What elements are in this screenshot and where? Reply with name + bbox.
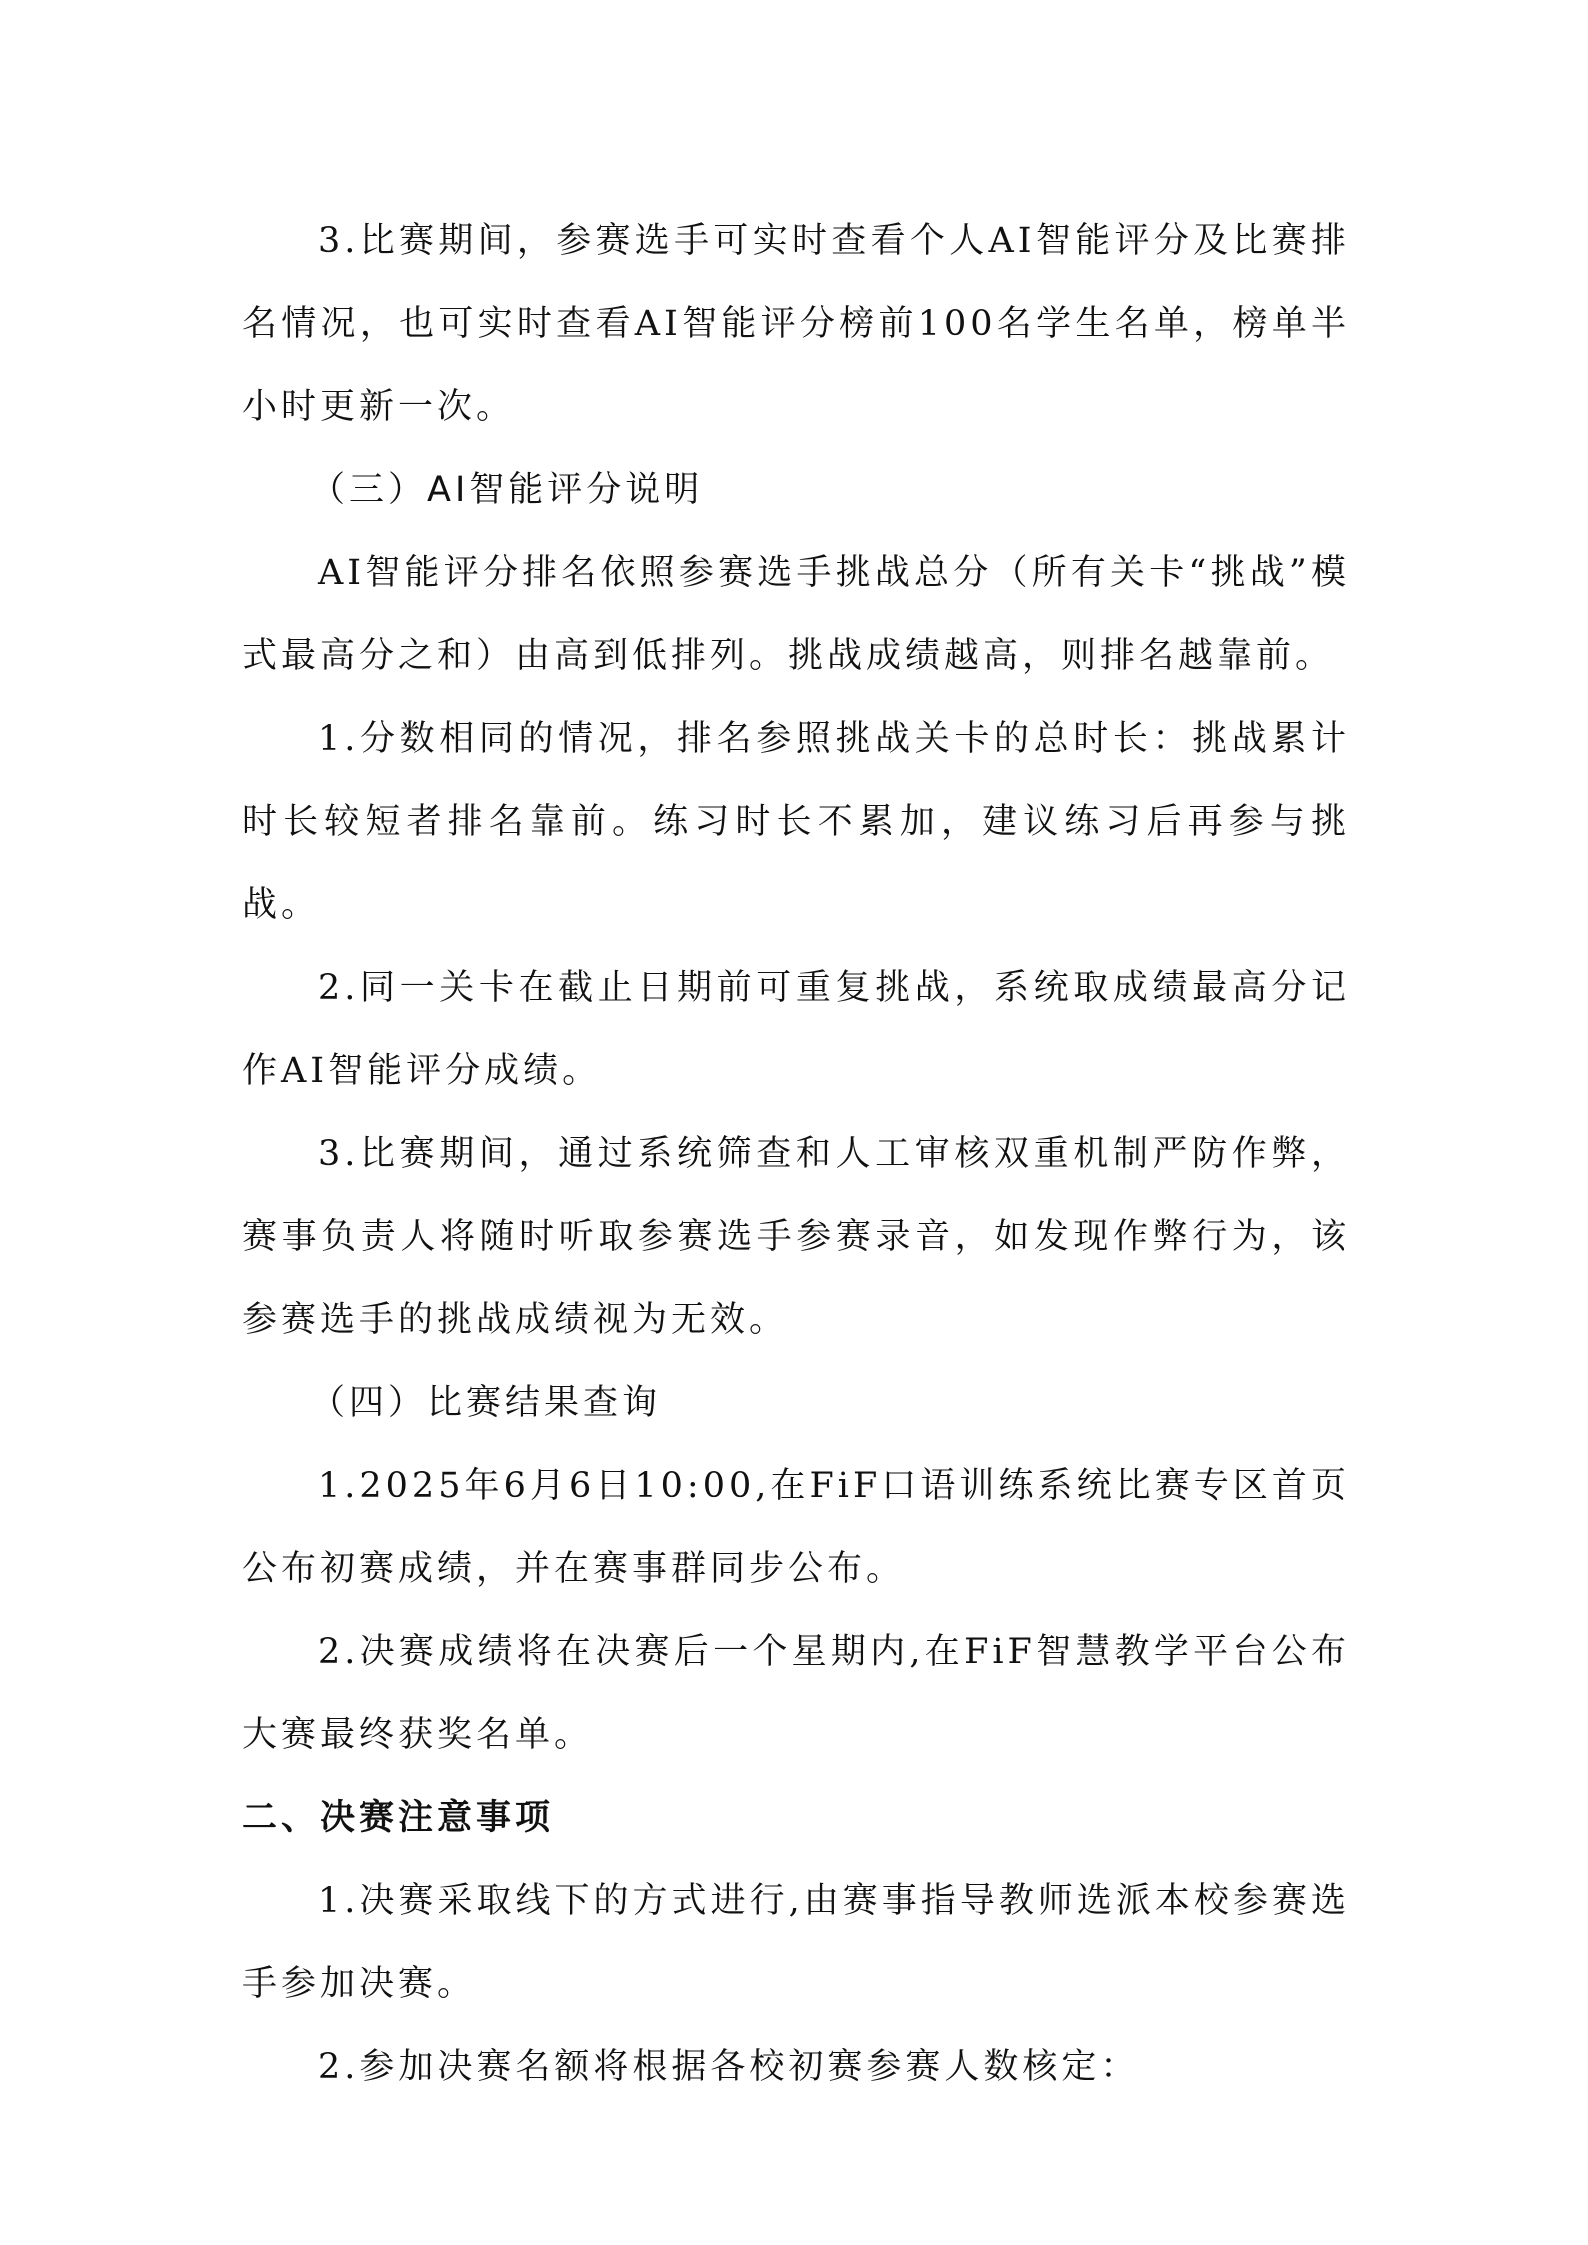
paragraph-tie-rule: 1.分数相同的情况，排名参照挑战关卡的总时长：挑战累计时长较短者排名靠前。练习时长不累加，建议练习后再参与挑战。 [242,719,1350,925]
paragraph-retry-rule: 2.同一关卡在截止日期前可重复挑战，系统取成绩最高分记作AI智能评分成绩。 [242,968,1350,1091]
paragraph-anti-cheat: 3.比赛期间，通过系统筛查和人工审核双重机制严防作弊，赛事负责人将随时听取参赛选手参赛录音，如发现作弊行为，该参赛选手的挑战成绩视为无效。 [242,1134,1350,1340]
paragraph-ranking-view: 3.比赛期间，参赛选手可实时查看个人AI智能评分及比赛排名情况，也可实时查看AI智能评分榜前100名学生名单，榜单半小时更新一次。 [242,221,1350,427]
subheading-result-query: （四）比赛结果查询 [310,1383,662,1423]
section-heading-finals: 二、决赛注意事项 [242,1798,555,1838]
paragraph-finals-offline: 1.决赛采取线下的方式进行,由赛事指导教师选派本校参赛选手参加决赛。 [242,1881,1350,2004]
paragraph-ai-ranking-rule: AI智能评分排名依照参赛选手挑战总分（所有关卡“挑战”模式最高分之和）由高到低排列。挑战成绩越高，则排名越靠前。 [242,553,1350,676]
paragraph-preliminary-results: 1.2025年6月6日10:00,在FiF口语训练系统比赛专区首页公布初赛成绩，并在赛事群同步公布。 [242,1466,1350,1589]
paragraph-finals-quota: 2.参加决赛名额将根据各校初赛参赛人数核定： [318,2047,1140,2087]
paragraph-final-results: 2.决赛成绩将在决赛后一个星期内,在FiF智慧教学平台公布大赛最终获奖名单。 [242,1632,1350,1755]
subheading-ai-scoring: （三）AI智能评分说明 [310,470,704,510]
document-body [242,200,1350,2109]
